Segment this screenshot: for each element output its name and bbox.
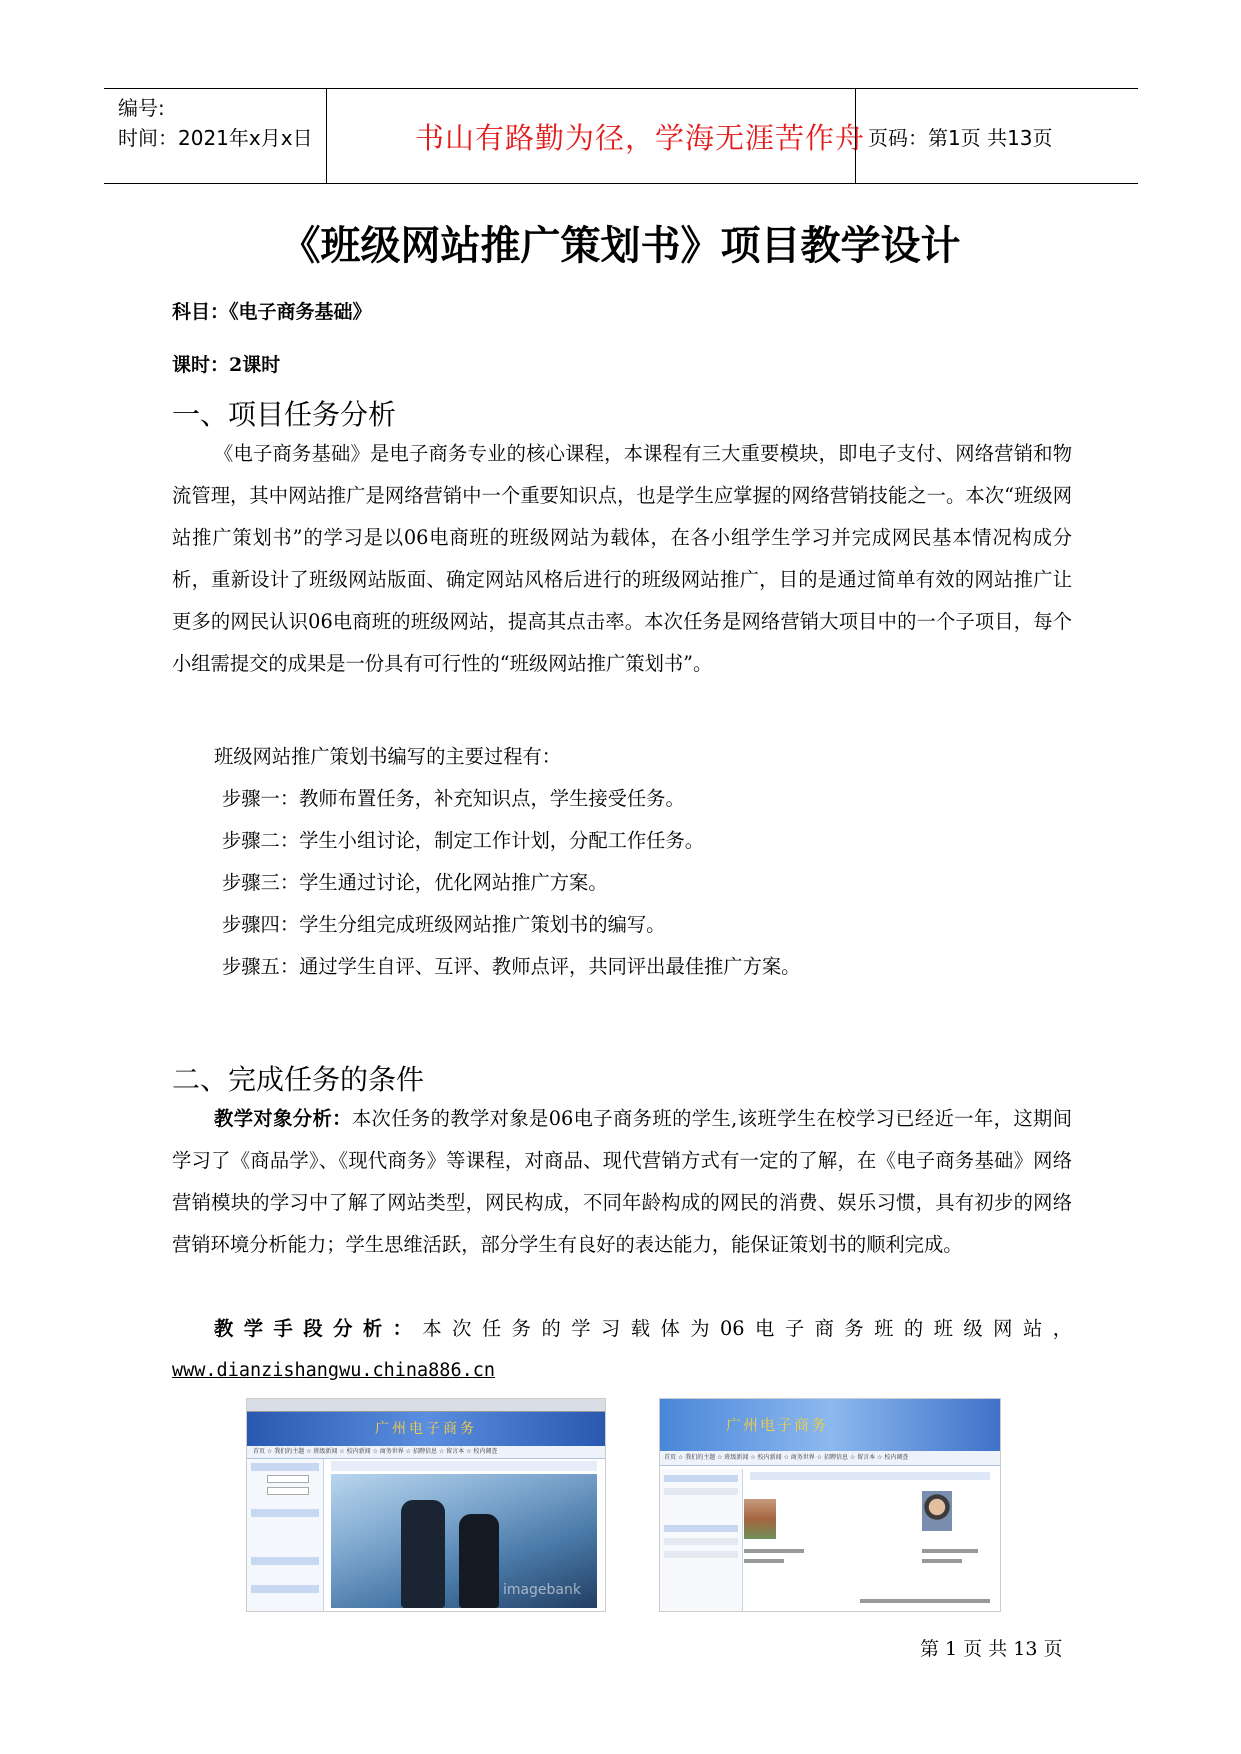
section1-paragraph: 《电子商务基础》是电子商务专业的核心课程，本课程有三大重要模块，即电子支付、网络营销和物流管理，其中网站推广是网络营销中一个重要知识点，也是学生应掌握的网络营销技能之一。本次“班级网站推广策划书”的学习是以06电商班的班级网站为载体，在各小组学生学习并完成网民基本情况构成分析，重新设计了班级网站版面、确定网站风格后进行的班级网站推广，目的是通过简单有效的网站推广让更多的网民认识06电商班的班级网站，提高其点击率。本次任务是网络营销大项目中的一个子项目，每个小组需提交的成果是一份具有可行性的“班级网站推广策划书”。 xyxy=(172,442,1072,675)
site-sidebar xyxy=(660,1469,743,1611)
time-label: 时间：2021年x月x日 xyxy=(118,126,313,150)
website-screenshot-home xyxy=(246,1398,606,1612)
website-link[interactable]: www.dianzishangwu.china886.cn xyxy=(172,1360,496,1381)
header-meta xyxy=(118,93,313,153)
step-item: 步骤一：教师布置任务，补充知识点，学生接受任务。 xyxy=(222,787,685,810)
header-divider xyxy=(326,89,327,183)
site-banner: 广州电子商务 xyxy=(660,1399,1000,1451)
teaching-object-label: 教学对象分析： xyxy=(214,1107,352,1130)
photo-watermark: imagebank xyxy=(502,1582,581,1598)
student-portrait-photo xyxy=(922,1491,952,1531)
step-item: 步骤四：学生分组完成班级网站推广策划书的编写。 xyxy=(222,913,666,936)
website-screenshot-news xyxy=(659,1398,1001,1612)
step-item: 步骤五：通过学生自评、互评、教师点评，共同评出最佳推广方案。 xyxy=(222,955,801,978)
document-header xyxy=(104,88,1138,184)
header-page-info: 页码：第1页 共13页 xyxy=(868,125,1053,150)
serial-label: 编号: xyxy=(118,96,165,120)
teaching-means-text: 本次任务的学习载体为06电子商务班的班级网站， xyxy=(422,1317,1072,1340)
teaching-means-paragraph xyxy=(172,1308,1072,1350)
step-item: 步骤三：学生通过讨论，优化网站推广方案。 xyxy=(222,871,608,894)
section1-heading: 一、项目任务分析 xyxy=(172,398,397,431)
hours-line: 课时：2课时 xyxy=(172,354,281,376)
teaching-object-paragraph xyxy=(172,1098,1072,1266)
breadcrumb-bar xyxy=(750,1472,990,1480)
school-building-photo xyxy=(744,1499,776,1539)
teaching-object-text: 本次任务的教学对象是06电子商务班的学生,该班学生在校学习已经近一年，这期间学习了《商品学》、《现代商务》等课程，对商品、现代营销方式有一定的了解，在《电子商务基础》网络营销模块的学习中了解了网站类型，网民构成，不同年龄构成的网民的消费、娱乐习惯，具有初步的网络营销环境分析能力；学生思维活跃，部分学生有良好的表达能力，能保证策划书的顺利完成。 xyxy=(172,1107,1072,1256)
step-item: 步骤二：学生小组讨论，制定工作计划，分配工作任务。 xyxy=(222,829,705,852)
browser-toolbar xyxy=(247,1399,605,1412)
business-people-photo xyxy=(331,1474,597,1608)
site-sidebar xyxy=(247,1459,324,1611)
content-header xyxy=(331,1461,597,1471)
site-banner: 广州电子商务 xyxy=(247,1412,605,1446)
header-motto: 书山有路勤为径，学海无涯苦作舟 xyxy=(414,120,865,155)
steps-intro: 班级网站推广策划书编写的主要过程有： xyxy=(214,745,562,768)
site-nav: 首页 ☆ 我们的主题 ☆ 班级新闻 ☆ 校内新闻 ☆ 商务世界 ☆ 招聘信息 ☆ 留言本 ☆ 校内调查 xyxy=(247,1446,605,1459)
section2-heading: 二、完成任务的条件 xyxy=(172,1063,425,1096)
header-divider xyxy=(855,89,856,183)
page-footer: 第 1 页 共 13 页 xyxy=(920,1638,1063,1660)
subject-line: 科目：《电子商务基础》 xyxy=(172,301,372,323)
document-title: 《班级网站推广策划书》项目教学设计 xyxy=(280,223,961,269)
teaching-means-label: 教学手段分析： xyxy=(214,1317,423,1340)
site-nav: 首页 ☆ 我们的主题 ☆ 班级新闻 ☆ 校内新闻 ☆ 商务世界 ☆ 招聘信息 ☆ 留言本 ☆ 校内调查 xyxy=(660,1451,1000,1466)
